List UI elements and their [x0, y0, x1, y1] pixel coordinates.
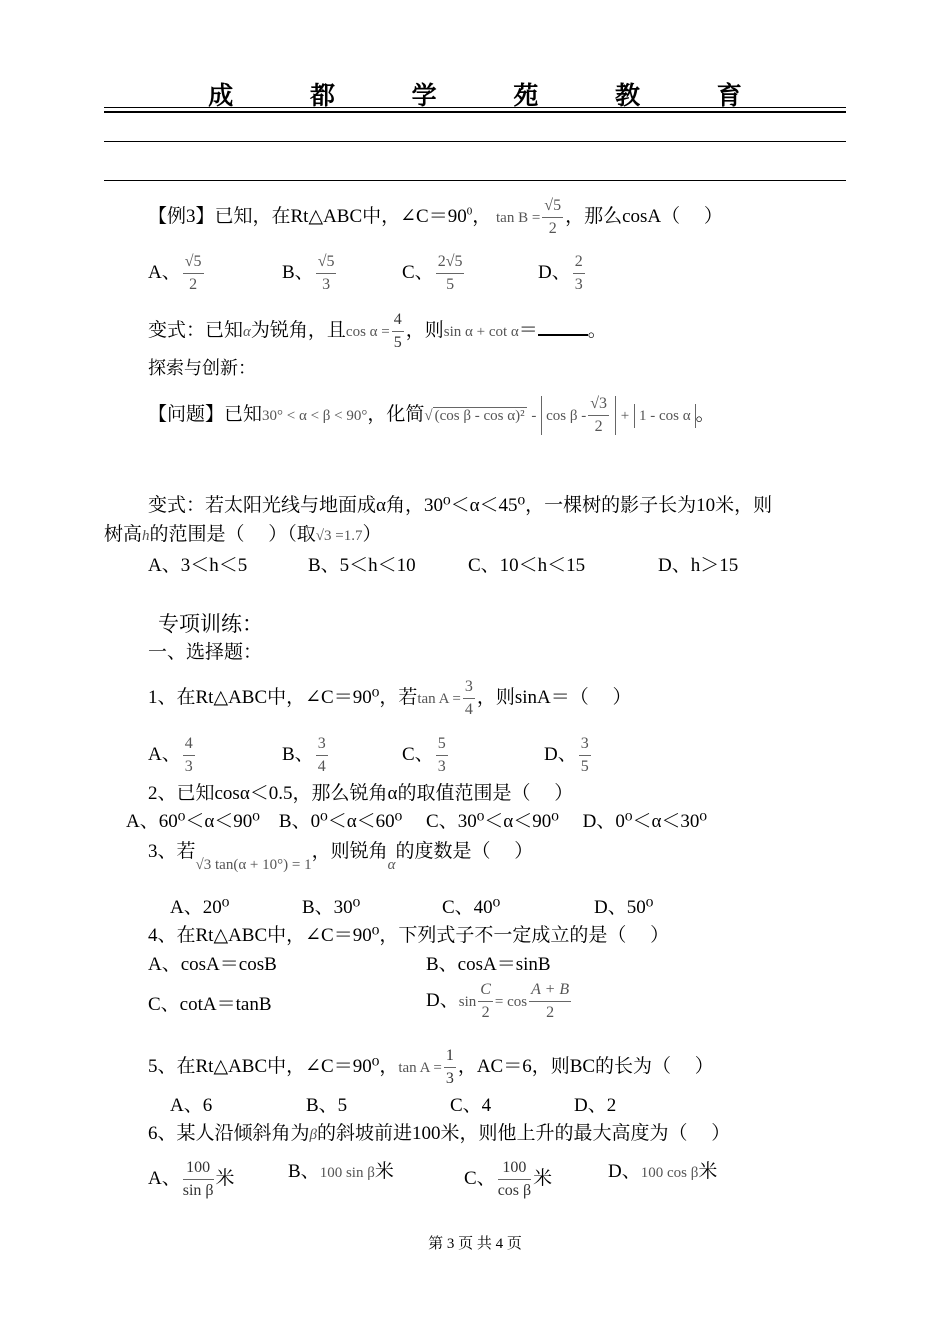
q5-option-b: B、5 [306, 1095, 348, 1116]
q3-mid: ，则锐角 [311, 841, 388, 862]
h-symbol: h [142, 528, 150, 544]
q3-option-b: B、30⁰ [302, 897, 361, 918]
q5-fraction [444, 1048, 456, 1087]
header-rule-bottom [104, 111, 846, 113]
q3-prefix: 3、若 [148, 841, 196, 862]
option-label: A、 [148, 261, 181, 283]
fraction-denominator: 2 [548, 220, 557, 237]
option-fraction [529, 982, 571, 1021]
option-expression: 100 sin β [319, 1165, 375, 1181]
q5-prefix: 5、在Rt△ABC中，∠C＝90⁰， [148, 1055, 399, 1077]
fraction-numerator: 100 [183, 1160, 214, 1180]
fraction-numerator: 5 [436, 736, 448, 756]
variant2-option-d: D、h＞15 [658, 555, 739, 576]
variant2-option-b: B、5＜h＜10 [308, 555, 416, 576]
fraction-numerator: 1 [444, 1048, 456, 1068]
fraction-denominator: 5 [446, 276, 455, 293]
unit-label: 米 [374, 1161, 394, 1182]
example3-prefix: 【例3】已知，在Rt△ABC中，∠C＝90 [148, 205, 467, 227]
problem-simplify: ，化简 [367, 403, 425, 425]
q6-option-c [464, 1160, 552, 1199]
training-title: 专项训练： [158, 612, 263, 636]
q5-suffix: ，AC＝6，则BC的长为（ ） [457, 1055, 714, 1077]
fraction-numerator: √3 [588, 396, 609, 416]
fraction-denominator: sin β [182, 1182, 214, 1199]
variant2-text: ） [362, 524, 382, 545]
q3-option-d: D、50⁰ [594, 897, 654, 918]
fraction-denominator: 2 [594, 418, 603, 435]
q3-question [148, 840, 533, 877]
fraction-denominator: 2 [189, 276, 198, 293]
fraction-numerator: √5 [316, 254, 337, 274]
fraction-numerator: 3 [579, 736, 591, 756]
option-label: B、 [288, 1161, 320, 1182]
blank-rule-2 [104, 180, 846, 181]
q4-question: 4、在Rt△ABC中，∠C＝90⁰，下列式子不一定成立的是（ ） [148, 925, 670, 946]
q1-option-c [402, 736, 450, 775]
q1-suffix: ，则sinA＝（ ） [476, 686, 632, 708]
example3-tan-fraction [542, 198, 563, 237]
option-fraction [183, 1160, 214, 1199]
example3-option-b [282, 254, 338, 293]
fraction-numerator: √5 [183, 254, 204, 274]
example3-option-a [148, 254, 206, 293]
variant1-equals: ＝ [518, 319, 538, 341]
fraction-denominator: 3 [437, 758, 446, 775]
abs-fraction [588, 396, 609, 435]
variant2-line1: 变式：若太阳光线与地面成α角，30⁰＜α＜45⁰，一棵树的影子长为10米，则 [148, 495, 773, 516]
header-rule-top [104, 107, 846, 108]
option-fraction [579, 736, 591, 775]
explore-title: 探索与创新： [148, 358, 256, 379]
option-fraction [436, 736, 448, 775]
sqrt3-approx: √3 =1.7 [315, 528, 363, 544]
q1-question [148, 679, 631, 718]
alpha-symbol: α [243, 323, 251, 340]
fraction-denominator: 4 [464, 701, 473, 718]
q1-option-d [544, 736, 593, 775]
unit-label: 米 [533, 1167, 553, 1189]
q3-expression: √3 tan(α + 10°) = 1 [195, 857, 312, 873]
q1-option-a [148, 736, 197, 775]
problem-end: 。 [695, 403, 715, 425]
variant2-option-c: C、10＜h＜15 [468, 555, 586, 576]
q3-option-a: A、20⁰ [170, 897, 230, 918]
option-fraction [316, 736, 328, 775]
q1-tan-lhs: tan A = [417, 690, 461, 707]
variant1-mid: 为锐角，且 [250, 319, 346, 341]
fraction-denominator: 4 [317, 758, 326, 775]
answer-blank[interactable] [538, 320, 588, 336]
blank-rule-1 [104, 141, 846, 142]
fraction-denominator: 3 [322, 276, 331, 293]
unit-label: 米 [698, 1161, 718, 1182]
equals-cos: = cos [494, 993, 528, 1010]
problem-condition: 30° < α < β < 90° [262, 407, 368, 424]
radicand: (cos β - cos α)² [434, 407, 525, 424]
q5-question [148, 1048, 714, 1087]
sin-function: sin [458, 993, 477, 1010]
q5-option-c: C、4 [450, 1095, 492, 1116]
section-title: 一、选择题： [148, 642, 263, 663]
option-label: C、 [464, 1167, 496, 1189]
option-label: D、 [608, 1161, 641, 1182]
option-fraction [436, 254, 465, 293]
variant2-option-a: A、3＜h＜5 [148, 555, 248, 576]
variant1-end: 。 [587, 319, 607, 341]
q6-text: 的斜坡前进100米，则他上升的最大高度为（ ） [317, 1123, 731, 1144]
q3-option-c: C、40⁰ [442, 897, 501, 918]
abs-content: cos β - [546, 407, 587, 424]
fraction-denominator: 3 [184, 758, 193, 775]
fraction-numerator: 2 [573, 254, 585, 274]
option-fraction [498, 1160, 531, 1199]
variant2-text: 的范围是（ ）（取 [149, 524, 316, 545]
fraction-denominator: 5 [580, 758, 589, 775]
unit-label: 米 [215, 1167, 235, 1189]
problem-abs-2: 1 - cos α [634, 404, 696, 428]
fraction-numerator: 4 [183, 736, 195, 756]
q5-tan-lhs: tan A = [398, 1059, 442, 1076]
example3-option-d [538, 254, 587, 293]
variant1-prefix: 变式：已知 [148, 319, 244, 341]
option-fraction [183, 254, 204, 293]
variant2-text: 树高 [104, 524, 143, 545]
q4-option-c: C、cotA＝tanB [148, 994, 272, 1015]
option-label: A、 [148, 1167, 181, 1189]
fraction-numerator: A + B [529, 982, 571, 1002]
fraction-numerator: 4 [392, 312, 404, 332]
variant1-question [148, 312, 607, 351]
fraction-denominator: 3 [445, 1070, 454, 1087]
beta-symbol: β [309, 1127, 317, 1143]
option-label: D、 [426, 989, 459, 1011]
fraction-denominator: 2 [546, 1004, 555, 1021]
example3-tan-lhs: tan B = [496, 209, 541, 226]
fraction-numerator: 2√5 [436, 254, 465, 274]
q5-option-d: D、2 [574, 1095, 617, 1116]
option-expression: 100 cos β [640, 1165, 699, 1181]
fraction-numerator: √5 [542, 198, 563, 218]
fraction-denominator: 3 [574, 276, 583, 293]
option-fraction [573, 254, 585, 293]
variant2-line2 [104, 523, 382, 548]
problem-abs-1 [541, 396, 616, 435]
example3-suffix: ，那么cosA（ ） [565, 205, 723, 227]
variant1-expression: sin α + cot α [443, 323, 519, 340]
option-label: C、 [402, 743, 434, 765]
minus-sign: - [531, 407, 537, 424]
variant1-then: ，则 [405, 319, 444, 341]
fraction-numerator: 3 [463, 679, 475, 699]
q6-question [148, 1122, 730, 1147]
q6-option-d [608, 1160, 717, 1185]
option-label: B、 [282, 743, 314, 765]
q3-suffix: 的度数是（ ） [395, 841, 534, 862]
option-fraction [478, 982, 493, 1021]
q4-option-d [426, 982, 573, 1021]
q6-option-a [148, 1160, 235, 1199]
option-label: D、 [544, 743, 577, 765]
option-label: C、 [402, 261, 434, 283]
problem-question [148, 396, 715, 435]
q1-prefix: 1、在Rt△ABC中，∠C＝90⁰，若 [148, 686, 418, 708]
page-footer: 第 3 页 共 4 页 [428, 1236, 522, 1252]
q4-option-b: B、cosA＝sinB [426, 954, 551, 975]
problem-prefix: 【问题】已知 [148, 403, 263, 425]
fraction-denominator: 2 [481, 1004, 490, 1021]
q6-option-b [288, 1160, 394, 1185]
variant1-cos-lhs: cos α = [345, 323, 390, 340]
example3-comma: ， [472, 205, 492, 227]
alpha-symbol: α [387, 857, 396, 873]
option-fraction [183, 736, 195, 775]
fraction-numerator: 100 [498, 1160, 531, 1180]
fraction-denominator: cos β [497, 1182, 532, 1199]
example3-option-c [402, 254, 466, 293]
fraction-numerator: 3 [316, 736, 328, 756]
fraction-denominator: 5 [393, 334, 402, 351]
option-label: B、 [282, 261, 314, 283]
q2-options: A、60⁰＜α＜90⁰ B、0⁰＜α＜60⁰ C、30⁰＜α＜90⁰ D、0⁰＜α＜30⁰ [126, 811, 708, 832]
variant1-fraction [392, 312, 404, 351]
page-header-title: 成 都 学 苑 教 育 [208, 81, 776, 110]
q4-option-a: A、cosA＝cosB [148, 954, 277, 975]
option-label: D、 [538, 261, 571, 283]
fraction-numerator: C [478, 982, 493, 1002]
q5-option-a: A、6 [170, 1095, 213, 1116]
plus-sign: + [620, 407, 630, 424]
q1-option-b [282, 736, 330, 775]
option-label: A、 [148, 743, 181, 765]
q1-fraction [463, 679, 475, 718]
problem-root: √ (cos β - cos α)² [424, 407, 525, 424]
q2-question: 2、已知cosα＜0.5，那么锐角α的取值范围是（ ） [148, 783, 574, 804]
example3-question [148, 198, 723, 237]
option-fraction [316, 254, 337, 293]
q6-text: 6、某人沿倾斜角为 [148, 1123, 310, 1144]
degree-mark: 0 [466, 205, 473, 218]
